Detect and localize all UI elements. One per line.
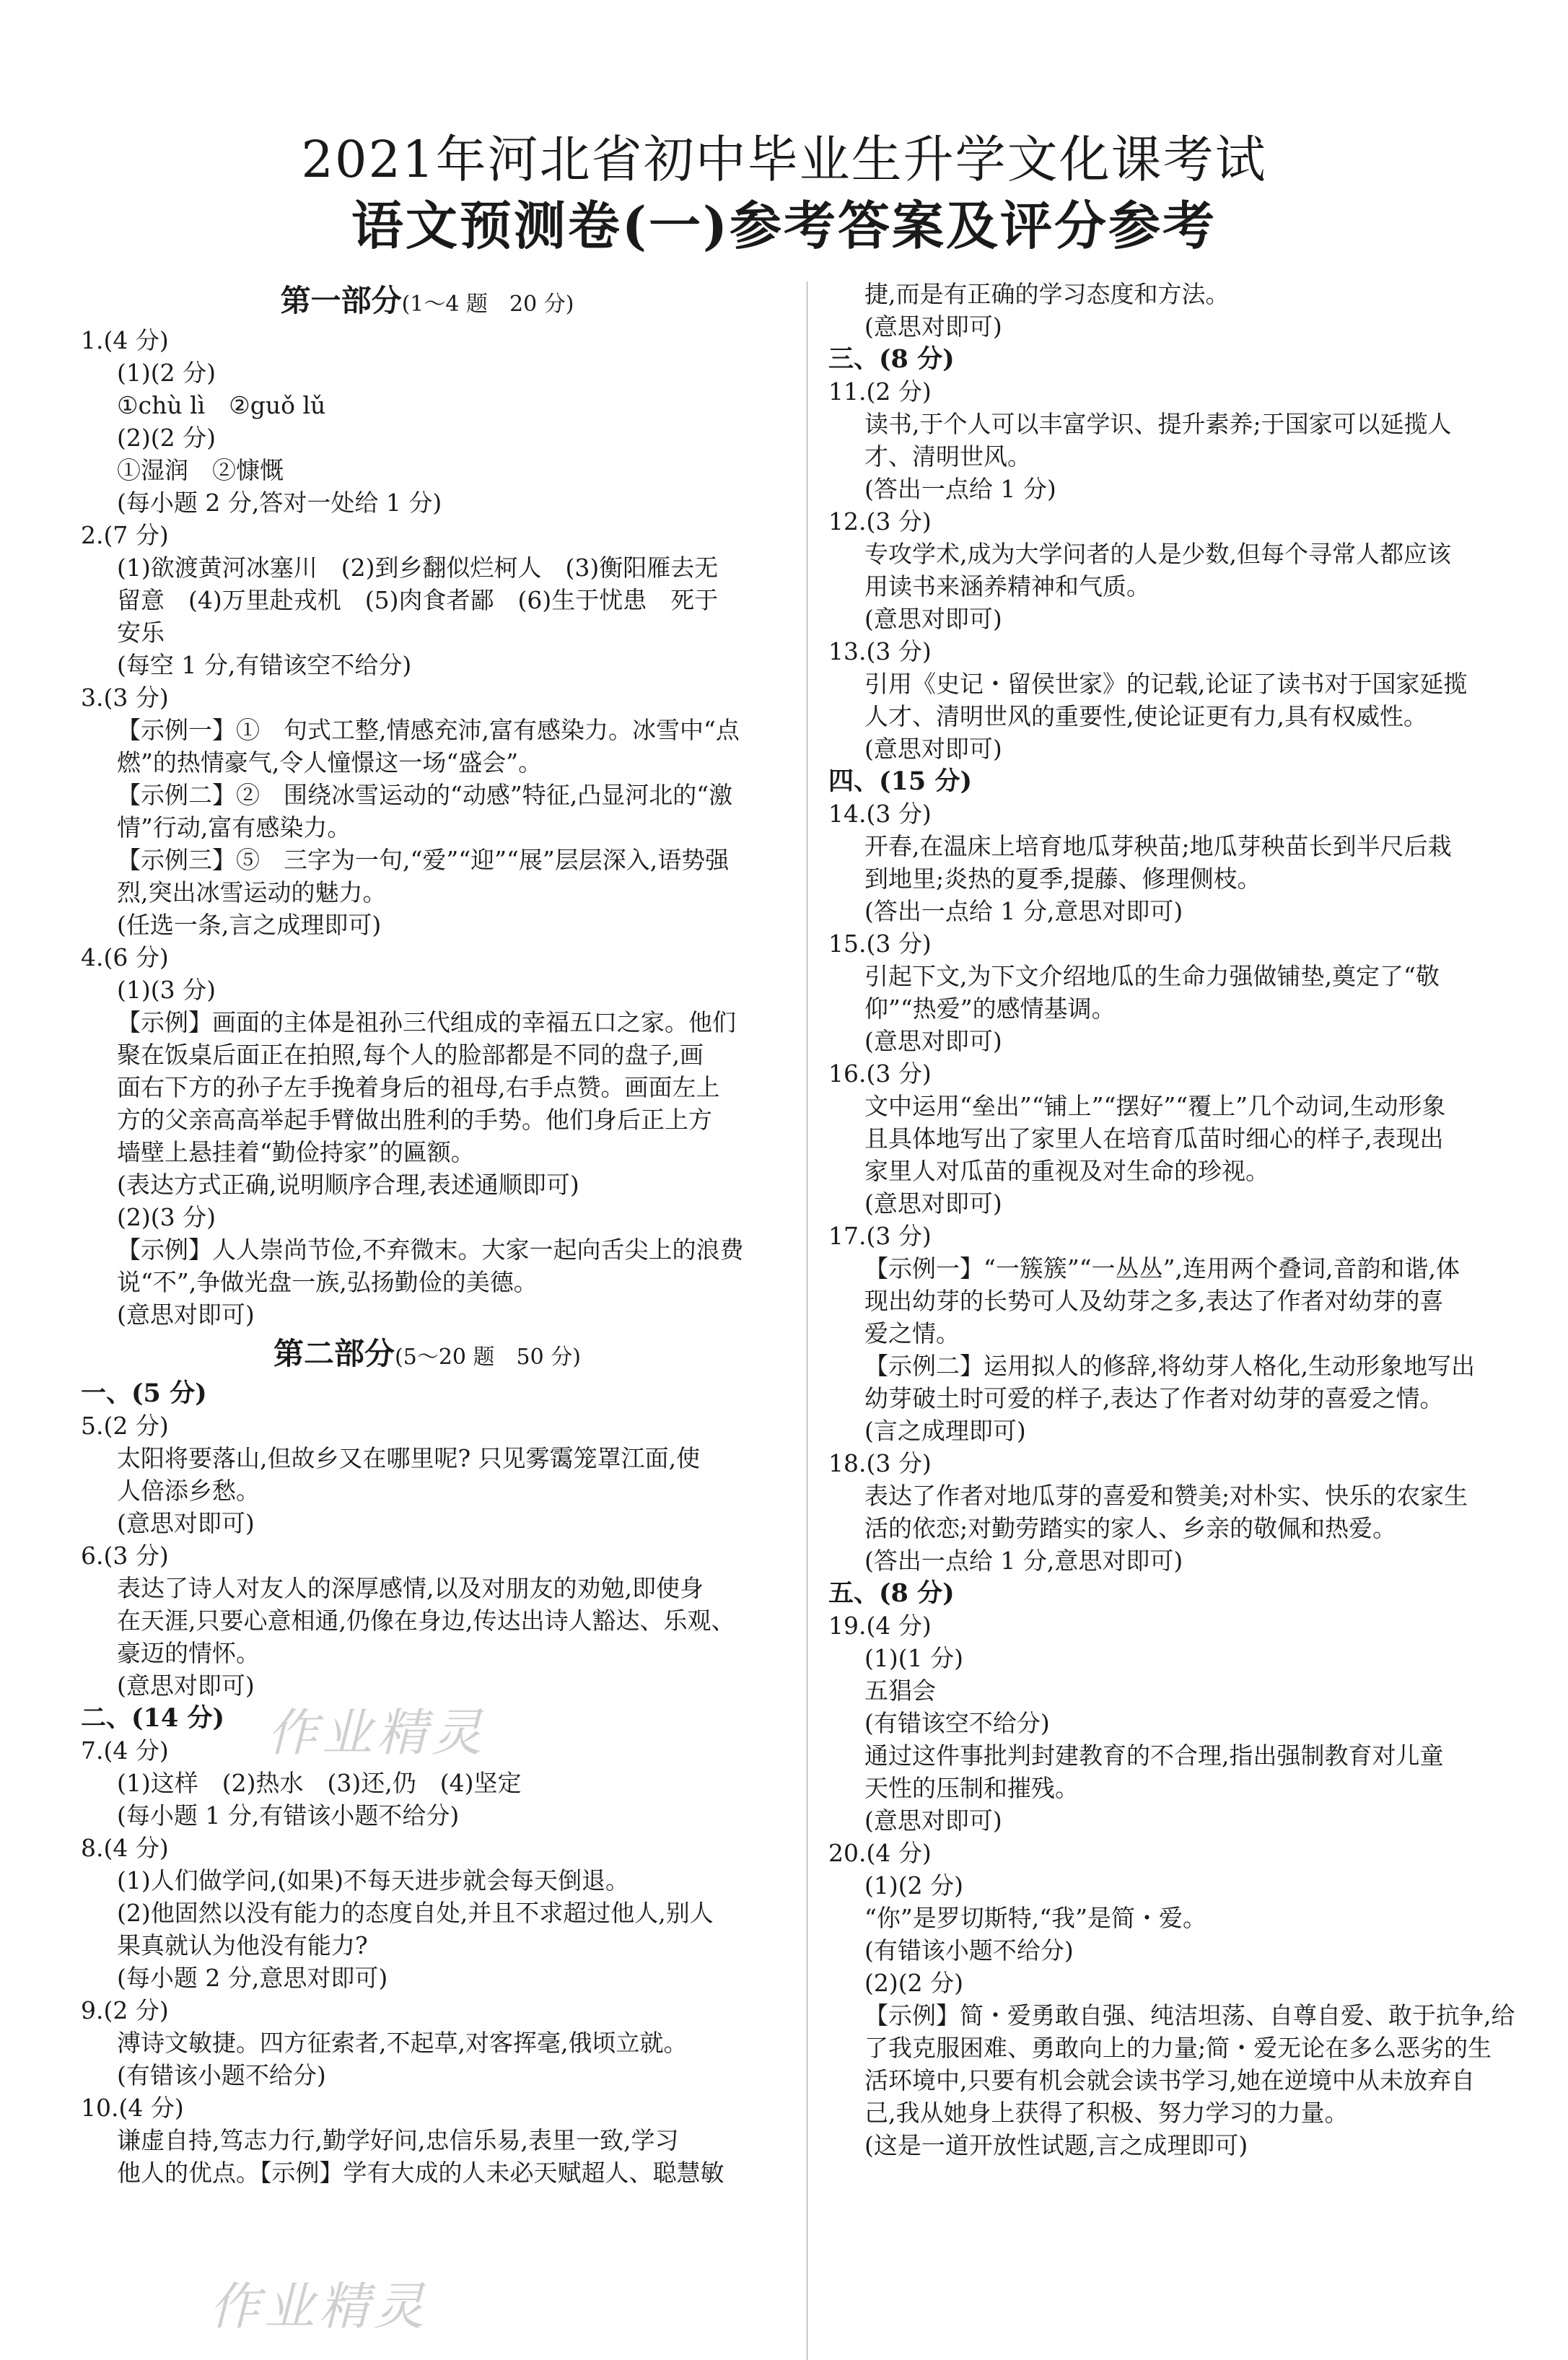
answer-line: 燃”的热情豪气,令人憧憬这一场“盛会”。 bbox=[117, 748, 543, 777]
answer-line: (意思对即可) bbox=[117, 1671, 255, 1700]
answer-line: (1)(2 分) bbox=[864, 1871, 963, 1900]
answer-line: (言之成理即可) bbox=[864, 1417, 1026, 1445]
answer-line: 捷,而是有正确的学习态度和方法。 bbox=[864, 280, 1230, 308]
answer-line: (意思对即可) bbox=[864, 1027, 1002, 1055]
answer-line: 仰”“热爱”的感情基调。 bbox=[864, 995, 1116, 1023]
answer-line: 【示例】人人崇尚节俭,不弃微末。大家一起向舌尖上的浪费 bbox=[117, 1236, 744, 1264]
answer-line: 3.(3 分) bbox=[81, 683, 169, 712]
answer-line: 读书,于个人可以丰富学识、提升素养;于国家可以延揽人 bbox=[864, 410, 1452, 438]
answer-line: 【示例二】运用拟人的修辞,将幼芽人格化,生动形象地写出 bbox=[864, 1352, 1475, 1380]
answer-line: (1)这样 (2)热水 (3)还,仍 (4)坚定 bbox=[117, 1769, 522, 1797]
answer-line: 【示例】简・爱勇敢自强、纯洁坦荡、自尊自爱、敢于抗争,给 bbox=[864, 2001, 1515, 2029]
right-column bbox=[828, 278, 1521, 2162]
answer-line: 【示例一】“一簇簇”“一丛丛”,连用两个叠词,音韵和谐,体 bbox=[864, 1254, 1460, 1282]
answer-line: 专攻学术,成为大学问者的人是少数,但每个寻常人都应该 bbox=[864, 540, 1451, 568]
part1-heading bbox=[81, 278, 774, 324]
answer-line: (意思对即可) bbox=[864, 313, 1002, 341]
part1-answers bbox=[81, 324, 774, 1331]
watermark-text-bottom: 作业精灵 bbox=[209, 2277, 429, 2336]
answer-line: (意思对即可) bbox=[864, 1806, 1002, 1835]
answer-line: 墙壁上悬挂着“勤俭持家”的匾额。 bbox=[117, 1138, 475, 1166]
answer-line: 谦虚自持,笃志力行,勤学好问,忠信乐易,表里一致,学习 bbox=[117, 2126, 679, 2154]
answer-line: 才、清明世风。 bbox=[864, 442, 1031, 471]
answer-line: 6.(3 分) bbox=[81, 1542, 169, 1570]
answer-line: ①chù lì ②guǒ lǔ bbox=[117, 391, 326, 419]
answer-line: 太阳将要落山,但故乡又在哪里呢? 只见雾霭笼罩江面,使 bbox=[117, 1444, 701, 1472]
left-column bbox=[81, 278, 774, 2189]
answer-line: 20.(4 分) bbox=[828, 1839, 932, 1867]
right-answers bbox=[828, 278, 1521, 2162]
answer-line: (每小题 2 分,意思对即可) bbox=[117, 1964, 388, 1992]
part1-range: (1～4 题 20 分) bbox=[401, 292, 574, 317]
answer-line: (答出一点给 1 分) bbox=[864, 475, 1056, 503]
part2-answers bbox=[81, 1377, 774, 2189]
answer-line: 8.(4 分) bbox=[81, 1834, 169, 1862]
answer-line: (1)(3 分) bbox=[117, 976, 216, 1004]
answer-line: 天性的压制和摧残。 bbox=[864, 1774, 1079, 1802]
answer-line: 5.(2 分) bbox=[81, 1412, 169, 1440]
answer-line: 【示例】画面的主体是祖孙三代组成的幸福五口之家。他们 bbox=[117, 1008, 736, 1036]
answer-line: (每空 1 分,有错该空不给分) bbox=[117, 651, 412, 679]
answer-line: 【示例一】① 句式工整,情感充沛,富有感染力。冰雪中“点 bbox=[117, 716, 740, 744]
answer-line: 引起下文,为下文介绍地瓜的生命力强做铺垫,奠定了“敬 bbox=[864, 962, 1440, 990]
answer-line: 通过这件事批判封建教育的不合理,指出强制教育对儿童 bbox=[864, 1741, 1444, 1770]
answer-line: 到地里;炎热的夏季,提藤、修理侧枝。 bbox=[864, 865, 1261, 893]
section-heading: 四、(15 分) bbox=[828, 766, 973, 796]
answer-line: 了我克服困难、勇敢向上的力量;简・爱无论在多么恶劣的生 bbox=[864, 2034, 1492, 2062]
answer-line: ①湿润 ②慷慨 bbox=[117, 456, 284, 484]
answer-line: 2.(7 分) bbox=[81, 521, 169, 549]
answer-line: 安乐 bbox=[117, 619, 165, 647]
answer-line: 18.(3 分) bbox=[828, 1449, 932, 1477]
answer-line: 表达了作者对地瓜芽的喜爱和赞美;对朴实、快乐的农家生 bbox=[864, 1482, 1468, 1510]
answer-line: 15.(3 分) bbox=[828, 930, 932, 958]
answer-line: 烈,突出冰雪运动的魅力。 bbox=[117, 878, 387, 906]
answer-line: 说“不”,争做光盘一族,弘扬勤俭的美德。 bbox=[117, 1268, 538, 1296]
answer-line: 1.(4 分) bbox=[81, 326, 169, 354]
answer-line: (有错该小题不给分) bbox=[864, 1936, 1074, 1965]
answer-line: 幼芽破土时可爱的样子,表达了作者对幼芽的喜爱之情。 bbox=[864, 1384, 1444, 1412]
answer-line: 16.(3 分) bbox=[828, 1059, 932, 1088]
answer-line: 人才、清明世风的重要性,使论证更有力,具有权威性。 bbox=[864, 702, 1427, 730]
answer-line: 9.(2 分) bbox=[81, 1996, 169, 2024]
answer-line: 14.(3 分) bbox=[828, 800, 932, 828]
answer-line: (2)(2 分) bbox=[864, 1969, 963, 1997]
answer-line: “你”是罗切斯特,“我”是简・爱。 bbox=[864, 1904, 1206, 1932]
answer-line: (表达方式正确,说明顺序合理,表述通顺即可) bbox=[117, 1171, 579, 1199]
answer-line: (每小题 2 分,答对一处给 1 分) bbox=[117, 489, 442, 517]
answer-line: 方的父亲高高举起手臂做出胜利的手势。他们身后正上方 bbox=[117, 1106, 712, 1134]
answer-line: (这是一道开放性试题,言之成理即可) bbox=[864, 2131, 1248, 2159]
part2-range: (5～20 题 50 分) bbox=[395, 1345, 581, 1370]
section-heading: 一、(5 分) bbox=[81, 1378, 207, 1408]
answer-line: (任选一条,言之成理即可) bbox=[117, 911, 382, 939]
answer-line: 留意 (4)万里赴戎机 (5)肉食者鄙 (6)生于忧患 死于 bbox=[117, 586, 719, 614]
answer-line: 12.(3 分) bbox=[828, 507, 932, 536]
page-subtitle: 语文预测卷(一)参考答案及评分参考 bbox=[351, 195, 1217, 256]
answer-line: 引用《史记・留侯世家》的记载,论证了读书对于国家延揽 bbox=[864, 670, 1468, 698]
answer-line: 己,我从她身上获得了积极、努力学习的力量。 bbox=[864, 2099, 1349, 2127]
answer-line: (1)欲渡黄河冰塞川 (2)到乡翻似烂柯人 (3)衡阳雁去无 bbox=[117, 554, 719, 582]
watermark-text: 作业精灵 bbox=[267, 1703, 486, 1762]
answer-line: 家里人对瓜苗的重视及对生命的珍视。 bbox=[864, 1157, 1269, 1185]
answer-line: 4.(6 分) bbox=[81, 943, 169, 971]
answer-line: 活的依恋;对勤劳踏实的家人、乡亲的敬佩和热爱。 bbox=[864, 1514, 1397, 1542]
answer-line: (每小题 1 分,有错该小题不给分) bbox=[117, 1801, 460, 1830]
answer-line: 【示例三】⑤ 三字为一句,“爱”“迎”“展”层层深入,语势强 bbox=[117, 846, 730, 874]
answer-line: 活环境中,只要有机会就会读书学习,她在逆境中从未放弃自 bbox=[864, 2066, 1475, 2094]
answer-line: (有错该空不给分) bbox=[864, 1709, 1050, 1737]
answer-line: (2)(3 分) bbox=[117, 1203, 216, 1231]
part2-heading bbox=[81, 1331, 774, 1377]
answer-line: 爱之情。 bbox=[864, 1319, 960, 1347]
answer-line: 开春,在温床上培育地瓜芽秧苗;地瓜芽秧苗长到半尺后栽 bbox=[864, 832, 1452, 860]
answer-line: 【示例二】② 围绕冰雪运动的“动感”特征,凸显河北的“激 bbox=[117, 781, 733, 809]
answer-line: 且具体地写出了家里人在培育瓜苗时细心的样子,表现出 bbox=[864, 1124, 1444, 1153]
answer-line: 豪迈的情怀。 bbox=[117, 1639, 260, 1667]
answer-line: 溥诗文敏捷。四方征索者,不起草,对客挥毫,俄顷立就。 bbox=[117, 2029, 688, 2057]
answer-line: 19.(4 分) bbox=[828, 1612, 932, 1640]
answer-line: 7.(4 分) bbox=[81, 1736, 169, 1765]
part1-title: 第一部分 bbox=[280, 283, 402, 318]
answer-line: (意思对即可) bbox=[864, 1189, 1002, 1218]
section-heading: 五、(8 分) bbox=[828, 1578, 955, 1608]
part2-title: 第二部分 bbox=[273, 1336, 395, 1371]
answer-line: (2)他固然以没有能力的态度自处,并且不求超过他人,别人 bbox=[117, 1899, 714, 1927]
answer-line: (1)人们做学问,(如果)不每天进步就会每天倒退。 bbox=[117, 1866, 629, 1894]
answer-line: 11.(2 分) bbox=[828, 377, 932, 406]
page-title: 2021年河北省初中毕业生升学文化课考试 bbox=[301, 130, 1267, 189]
answer-line: 人倍添乡愁。 bbox=[117, 1477, 260, 1505]
answer-line: (意思对即可) bbox=[864, 735, 1002, 763]
answer-line: (1)(1 分) bbox=[864, 1644, 963, 1672]
answer-line: (意思对即可) bbox=[117, 1301, 255, 1329]
answer-line: (答出一点给 1 分,意思对即可) bbox=[864, 1547, 1183, 1575]
answer-line: 现出幼芽的长势可人及幼芽之多,表达了作者对幼芽的喜 bbox=[864, 1287, 1444, 1315]
answer-line: (意思对即可) bbox=[864, 605, 1002, 633]
answer-line: 果真就认为他没有能力? bbox=[117, 1931, 368, 1959]
answer-line: (2)(2 分) bbox=[117, 424, 216, 452]
answer-line: (1)(2 分) bbox=[117, 359, 216, 387]
answer-line: 17.(3 分) bbox=[828, 1222, 932, 1250]
answer-line: 表达了诗人对友人的深厚感情,以及对朋友的劝勉,即使身 bbox=[117, 1574, 704, 1602]
answer-line: 面右下方的孙子左手挽着身后的祖母,右手点赞。画面左上 bbox=[117, 1073, 720, 1101]
answer-line: (意思对即可) bbox=[117, 1509, 255, 1537]
section-heading: 三、(8 分) bbox=[828, 344, 955, 374]
answer-line: 文中运用“垒出”“铺上”“摆好”“覆上”几个动词,生动形象 bbox=[864, 1092, 1446, 1120]
answer-line: 在天涯,只要心意相通,仍像在身边,传达出诗人豁达、乐观、 bbox=[117, 1607, 735, 1635]
answer-line: 情”行动,富有感染力。 bbox=[117, 813, 351, 842]
answer-line: 用读书来涵养精神和气质。 bbox=[864, 572, 1150, 600]
section-heading: 二、(14 分) bbox=[81, 1703, 225, 1733]
answer-line: (答出一点给 1 分,意思对即可) bbox=[864, 897, 1183, 925]
answer-line: 10.(4 分) bbox=[81, 2094, 184, 2122]
answer-line: 聚在饭桌后面正在拍照,每个人的脸部都是不同的盘子,画 bbox=[117, 1041, 704, 1069]
answer-line: 13.(3 分) bbox=[828, 637, 932, 665]
answer-line: 他人的优点。【示例】学有大成的人未必天赋超人、聪慧敏 bbox=[117, 2159, 724, 2187]
answer-line: (有错该小题不给分) bbox=[117, 2061, 326, 2089]
answer-line: 五猖会 bbox=[864, 1677, 936, 1705]
